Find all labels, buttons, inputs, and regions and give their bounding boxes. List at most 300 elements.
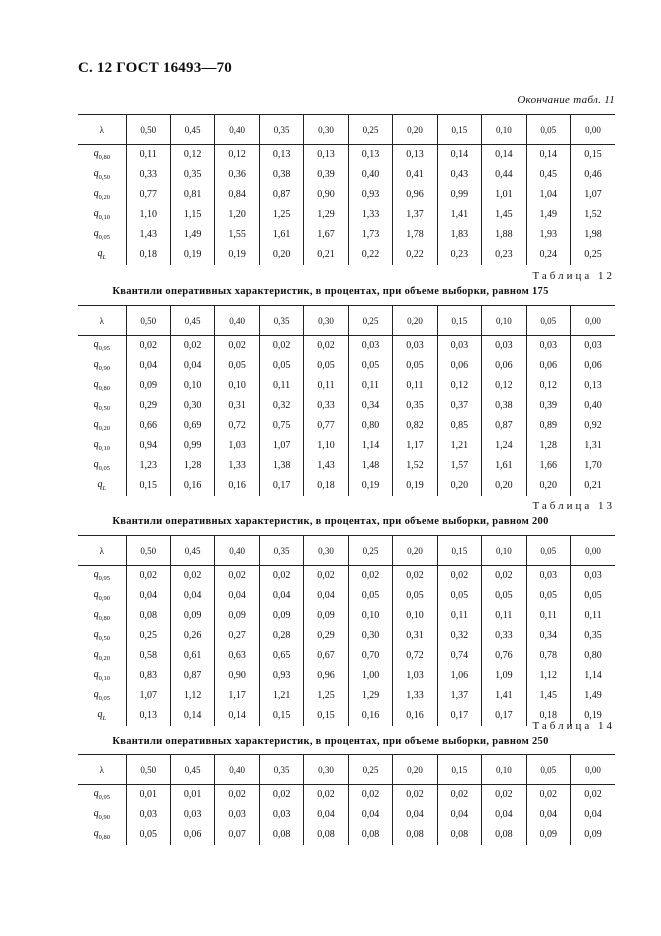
table-cell: 0,15	[304, 706, 348, 726]
table-cell: 0,93	[259, 666, 303, 686]
table-row	[78, 225, 615, 245]
table-cell: 0,34	[526, 626, 570, 646]
column-header: 0,00	[571, 536, 615, 566]
column-header: 0,35	[259, 755, 303, 785]
table-cell: 0,78	[526, 646, 570, 666]
table-row	[78, 586, 615, 606]
table-cell: 0,04	[348, 805, 392, 825]
quantile-table	[78, 754, 615, 845]
table-cell: 0,09	[526, 825, 570, 845]
table-cell: 0,16	[170, 476, 214, 496]
table-cell: 0,09	[259, 606, 303, 626]
table-row	[78, 606, 615, 626]
table-cell: 0,58	[126, 646, 170, 666]
symbol-subscript: 0,95	[98, 575, 110, 583]
row-label	[78, 456, 126, 476]
table-cell: 0,26	[170, 626, 214, 646]
table-cell: 0,24	[526, 245, 570, 265]
table-cell: 0,67	[304, 646, 348, 666]
lambda-header: λ	[78, 115, 126, 145]
symbol-letter: q	[93, 569, 99, 581]
column-header: 0,50	[126, 755, 170, 785]
quantile-symbol	[93, 339, 110, 353]
table-cell: 0,05	[571, 586, 615, 606]
symbol-letter: q	[93, 629, 99, 640]
row-label	[78, 185, 126, 205]
table-cell: 0,87	[170, 666, 214, 686]
table-cell: 0,13	[304, 145, 348, 165]
column-header: 0,40	[215, 306, 259, 336]
table-cell: 0,06	[437, 356, 481, 376]
table-cell: 0,72	[393, 646, 437, 666]
table-cell: 1,67	[304, 225, 348, 245]
table-cell: 0,05	[259, 356, 303, 376]
symbol-subscript: L	[102, 254, 107, 261]
column-header: 0,30	[304, 755, 348, 785]
table-cell: 0,02	[526, 785, 570, 805]
symbol-subscript: 0,05	[98, 695, 110, 702]
table-cell: 1,25	[259, 205, 303, 225]
symbol-letter: q	[93, 649, 99, 660]
table-row	[78, 476, 615, 496]
symbol-letter: q	[93, 359, 99, 370]
table-cell: 0,06	[482, 356, 526, 376]
table-cell: 0,19	[393, 476, 437, 496]
symbol-letter: q	[97, 709, 103, 720]
table-cell: 1,07	[126, 686, 170, 706]
table-cell: 0,02	[170, 336, 214, 356]
table-cell: 0,02	[126, 566, 170, 586]
symbol-subscript: 0,10	[98, 445, 110, 452]
table-cell: 0,63	[215, 646, 259, 666]
row-label	[78, 805, 126, 825]
table-cell: 0,02	[126, 336, 170, 356]
table-cell: 1,49	[526, 205, 570, 225]
column-header: 0,10	[482, 536, 526, 566]
symbol-subscript: 0,80	[98, 615, 110, 622]
symbol-subscript: 0,10	[98, 214, 110, 221]
column-header: 0,05	[526, 115, 570, 145]
symbol-subscript: 0,50	[98, 174, 110, 181]
table-caption: Таблица 13	[532, 500, 615, 512]
quantile-symbol	[94, 439, 110, 450]
column-header: 0,40	[215, 536, 259, 566]
column-header: 0,35	[259, 536, 303, 566]
quantile-symbol	[94, 359, 110, 370]
table-cell: 1,24	[482, 436, 526, 456]
table-row	[78, 205, 615, 225]
table-cell: 1,61	[482, 456, 526, 476]
table-cell: 0,66	[126, 416, 170, 436]
table-cell: 0,02	[437, 566, 481, 586]
row-label	[78, 626, 126, 646]
row-label	[78, 205, 126, 225]
table-cell: 0,02	[304, 785, 348, 805]
table-row	[78, 566, 615, 586]
table-cell: 0,05	[393, 356, 437, 376]
row-label	[78, 606, 126, 626]
table-cell: 0,13	[259, 145, 303, 165]
table-cell: 0,23	[437, 245, 481, 265]
table-cell: 0,15	[259, 706, 303, 726]
table-cell: 0,14	[215, 706, 259, 726]
table-cell: 0,33	[304, 396, 348, 416]
table-cell: 0,13	[393, 145, 437, 165]
table-cell: 0,14	[437, 145, 481, 165]
table-cell: 1,33	[393, 686, 437, 706]
table-cell: 0,21	[571, 476, 615, 496]
table-cell: 1,37	[393, 205, 437, 225]
column-header: 0,05	[526, 536, 570, 566]
table-cell: 0,02	[304, 336, 348, 356]
column-header: 0,15	[437, 536, 481, 566]
table-cell: 0,38	[482, 396, 526, 416]
table-cell: 1,15	[170, 205, 214, 225]
table-cell: 0,10	[393, 606, 437, 626]
symbol-letter: q	[93, 689, 99, 700]
row-label	[78, 686, 126, 706]
table-cell: 0,07	[215, 825, 259, 845]
table-cell: 0,13	[126, 706, 170, 726]
table-cell: 0,15	[571, 145, 615, 165]
table-cell: 1,98	[571, 225, 615, 245]
row-label	[78, 376, 126, 396]
table-cell: 1,03	[215, 436, 259, 456]
column-header: 0,20	[393, 115, 437, 145]
column-header: 0,00	[571, 755, 615, 785]
quantile-symbol	[97, 709, 106, 720]
table-row	[78, 145, 615, 165]
column-header: 0,30	[304, 115, 348, 145]
table-cell: 0,45	[526, 165, 570, 185]
symbol-subscript: 0,80	[98, 385, 110, 392]
table-cell: 0,99	[437, 185, 481, 205]
table-cell: 0,39	[526, 396, 570, 416]
table-cell: 0,35	[571, 626, 615, 646]
table-cell: 1,73	[348, 225, 392, 245]
column-header: 0,20	[393, 536, 437, 566]
symbol-subscript: 0,20	[98, 655, 110, 662]
table-cell: 0,12	[437, 376, 481, 396]
table-cell: 1,38	[259, 456, 303, 476]
column-header: 0,45	[170, 536, 214, 566]
row-label	[78, 436, 126, 456]
column-header: 0,05	[526, 306, 570, 336]
symbol-subscript: 0,05	[98, 234, 110, 241]
column-header: 0,15	[437, 115, 481, 145]
row-label	[78, 245, 126, 265]
table-cell: 0,20	[259, 245, 303, 265]
table-cell: 0,08	[482, 825, 526, 845]
table-cell: 0,19	[215, 245, 259, 265]
row-label	[78, 785, 126, 805]
symbol-letter: q	[93, 419, 99, 430]
table-cell: 0,16	[348, 706, 392, 726]
column-header: 0,20	[393, 755, 437, 785]
table-cell: 1,10	[304, 436, 348, 456]
table-cell: 0,04	[304, 805, 348, 825]
table-cell: 0,22	[393, 245, 437, 265]
table-row	[78, 185, 615, 205]
table-cell: 1,14	[348, 436, 392, 456]
table-cell: 0,02	[393, 785, 437, 805]
table-cell: 0,77	[304, 416, 348, 436]
table-cell: 0,13	[348, 145, 392, 165]
quantile-symbol	[94, 419, 110, 430]
table-cell: 1,04	[526, 185, 570, 205]
table-cell: 0,96	[393, 185, 437, 205]
quantile-symbol	[94, 228, 110, 239]
table-cell: 0,04	[304, 586, 348, 606]
table-cell: 0,02	[571, 785, 615, 805]
table-cell: 0,02	[170, 566, 214, 586]
column-header: 0,15	[437, 755, 481, 785]
table-cell: 0,46	[571, 165, 615, 185]
table-cell: 0,10	[348, 606, 392, 626]
table-cell: 1,48	[348, 456, 392, 476]
table-row	[78, 825, 615, 845]
table-cell: 0,17	[482, 706, 526, 726]
quantile-symbol	[94, 589, 110, 600]
column-header: 0,45	[170, 755, 214, 785]
column-header: 0,35	[259, 115, 303, 145]
table-cell: 0,70	[348, 646, 392, 666]
table-cell: 1,25	[304, 686, 348, 706]
column-header: 0,25	[348, 536, 392, 566]
table-cell: 0,72	[215, 416, 259, 436]
table-cell: 0,11	[482, 606, 526, 626]
table-cell: 0,96	[304, 666, 348, 686]
table-cell: 0,09	[170, 606, 214, 626]
table-cell: 0,08	[259, 825, 303, 845]
table-cell: 0,03	[571, 566, 615, 586]
page-header: С. 12 ГОСТ 16493—70	[78, 60, 232, 76]
row-label	[78, 476, 126, 496]
table-cell: 0,34	[348, 396, 392, 416]
quantile-symbol	[94, 689, 110, 700]
column-header: 0,00	[571, 306, 615, 336]
symbol-subscript: 0,50	[98, 405, 110, 412]
table-cell: 0,12	[482, 376, 526, 396]
quantile-symbol	[94, 208, 110, 219]
table-cell: 0,11	[526, 606, 570, 626]
table-cell: 1,21	[259, 686, 303, 706]
table-cell: 1,45	[526, 686, 570, 706]
column-header: 0,10	[482, 306, 526, 336]
table-cell: 0,65	[259, 646, 303, 666]
table-cell: 0,09	[304, 606, 348, 626]
table-row	[78, 686, 615, 706]
table-cell: 0,87	[482, 416, 526, 436]
table-row	[78, 456, 615, 476]
table-cell: 0,04	[215, 586, 259, 606]
table-cell: 0,16	[393, 706, 437, 726]
table-cell: 1,06	[437, 666, 481, 686]
table-cell: 0,29	[126, 396, 170, 416]
lambda-header: λ	[78, 536, 126, 566]
table-cell: 0,19	[170, 245, 214, 265]
table-cell: 0,12	[170, 145, 214, 165]
quantile-symbol	[94, 629, 110, 640]
symbol-letter: q	[93, 399, 99, 410]
table-cell: 1,07	[571, 185, 615, 205]
table-cell: 1,37	[437, 686, 481, 706]
quantile-symbol	[97, 248, 106, 259]
table-cell: 0,30	[170, 396, 214, 416]
table-cell: 1,03	[393, 666, 437, 686]
table-cell: 0,25	[126, 626, 170, 646]
table-cell: 0,03	[126, 805, 170, 825]
table-cell: 1,17	[215, 686, 259, 706]
column-header: 0,35	[259, 306, 303, 336]
symbol-subscript: L	[102, 485, 107, 492]
table-cell: 0,11	[393, 376, 437, 396]
table-cell: 0,04	[437, 805, 481, 825]
table-cell: 0,80	[571, 646, 615, 666]
table-cell: 0,09	[215, 606, 259, 626]
table-cell: 0,01	[126, 785, 170, 805]
table-cell: 0,04	[393, 805, 437, 825]
table-cell: 0,02	[393, 566, 437, 586]
table-cell: 0,02	[304, 566, 348, 586]
table-cell: 1,93	[526, 225, 570, 245]
table-cell: 0,04	[170, 356, 214, 376]
table-cell: 0,11	[126, 145, 170, 165]
table-cell: 0,01	[170, 785, 214, 805]
table-cell: 0,38	[259, 165, 303, 185]
lambda-header: λ	[78, 755, 126, 785]
table-cell: 0,02	[259, 336, 303, 356]
table-cell: 0,40	[571, 396, 615, 416]
column-header: 0,50	[126, 536, 170, 566]
table-cell: 0,08	[304, 825, 348, 845]
table-cell: 1,78	[393, 225, 437, 245]
row-label	[78, 416, 126, 436]
table-cell: 0,93	[348, 185, 392, 205]
table-cell: 0,35	[170, 165, 214, 185]
table-cell: 1,61	[259, 225, 303, 245]
table-cell: 1,01	[482, 185, 526, 205]
table-cell: 0,08	[348, 825, 392, 845]
column-header: 0,25	[348, 755, 392, 785]
table-cell: 0,02	[215, 566, 259, 586]
column-header: 0,45	[170, 306, 214, 336]
table-cell: 0,27	[215, 626, 259, 646]
symbol-subscript: 0,80	[98, 834, 110, 841]
table-row	[78, 646, 615, 666]
table-cell: 0,05	[126, 825, 170, 845]
table-cell: 0,85	[437, 416, 481, 436]
quantile-table	[78, 535, 615, 726]
table-cell: 0,03	[259, 805, 303, 825]
table-cell: 1,45	[482, 205, 526, 225]
table-cell: 0,02	[259, 566, 303, 586]
row-label	[78, 356, 126, 376]
table-cell: 0,03	[348, 336, 392, 356]
table-cell: 0,10	[215, 376, 259, 396]
table-cell: 0,19	[348, 476, 392, 496]
table-cell: 1,31	[571, 436, 615, 456]
table-cell: 0,28	[259, 626, 303, 646]
table-cell: 0,02	[348, 785, 392, 805]
symbol-subscript: 0,20	[98, 425, 110, 432]
table-cell: 0,83	[126, 666, 170, 686]
column-header: 0,50	[126, 115, 170, 145]
table-cell: 0,10	[170, 376, 214, 396]
table-cell: 1,52	[393, 456, 437, 476]
table-cell: 1,14	[571, 666, 615, 686]
table-cell: 0,39	[304, 165, 348, 185]
table-row	[78, 785, 615, 805]
table-cell: 0,14	[482, 145, 526, 165]
quantile-symbol	[94, 808, 110, 819]
table-cell: 1,70	[571, 456, 615, 476]
quantile-symbol	[94, 379, 110, 390]
table-cell: 0,25	[571, 245, 615, 265]
table-cell: 0,14	[170, 706, 214, 726]
table-cell: 1,12	[526, 666, 570, 686]
table-cell: 0,80	[348, 416, 392, 436]
table-cell: 1,28	[526, 436, 570, 456]
table-cell: 0,03	[526, 566, 570, 586]
table-cell: 0,77	[126, 185, 170, 205]
table-cell: 1,10	[126, 205, 170, 225]
column-header: 0,05	[526, 755, 570, 785]
table-cell: 0,05	[215, 356, 259, 376]
symbol-subscript: 0,95	[98, 345, 110, 353]
table-cell: 1,23	[126, 456, 170, 476]
table-cell: 0,04	[126, 586, 170, 606]
symbol-letter: q	[93, 788, 99, 800]
table-cell: 0,17	[259, 476, 303, 496]
table-cell: 0,11	[437, 606, 481, 626]
row-label	[78, 586, 126, 606]
table-cell: 0,02	[215, 785, 259, 805]
symbol-subscript: 0,50	[98, 635, 110, 642]
column-header: 0,10	[482, 755, 526, 785]
column-header: 0,50	[126, 306, 170, 336]
table-cell: 0,44	[482, 165, 526, 185]
symbol-letter: q	[93, 148, 99, 160]
table-cell: 0,12	[526, 376, 570, 396]
table-cell: 0,61	[170, 646, 214, 666]
table-cell: 0,03	[215, 805, 259, 825]
table-cell: 0,22	[348, 245, 392, 265]
table-cell: 0,13	[571, 376, 615, 396]
table-cell: 0,74	[437, 646, 481, 666]
table-cell: 1,20	[215, 205, 259, 225]
table-cell: 0,29	[304, 626, 348, 646]
table-cell: 1,55	[215, 225, 259, 245]
table-cell: 0,69	[170, 416, 214, 436]
table-cell: 0,11	[571, 606, 615, 626]
quantile-symbol	[93, 569, 110, 583]
table-cell: 0,04	[259, 586, 303, 606]
symbol-letter: q	[93, 208, 99, 219]
lambda-header: λ	[78, 306, 126, 336]
table-cell: 0,06	[526, 356, 570, 376]
column-header: 0,15	[437, 306, 481, 336]
table-cell: 1,29	[348, 686, 392, 706]
symbol-letter: q	[93, 439, 99, 450]
symbol-subscript: 0,10	[98, 675, 110, 682]
table-cell: 0,05	[393, 586, 437, 606]
quantile-symbol	[93, 148, 110, 162]
table-row	[78, 165, 615, 185]
column-header: 0,40	[215, 755, 259, 785]
table-cell: 1,43	[126, 225, 170, 245]
quantile-table	[78, 114, 615, 265]
